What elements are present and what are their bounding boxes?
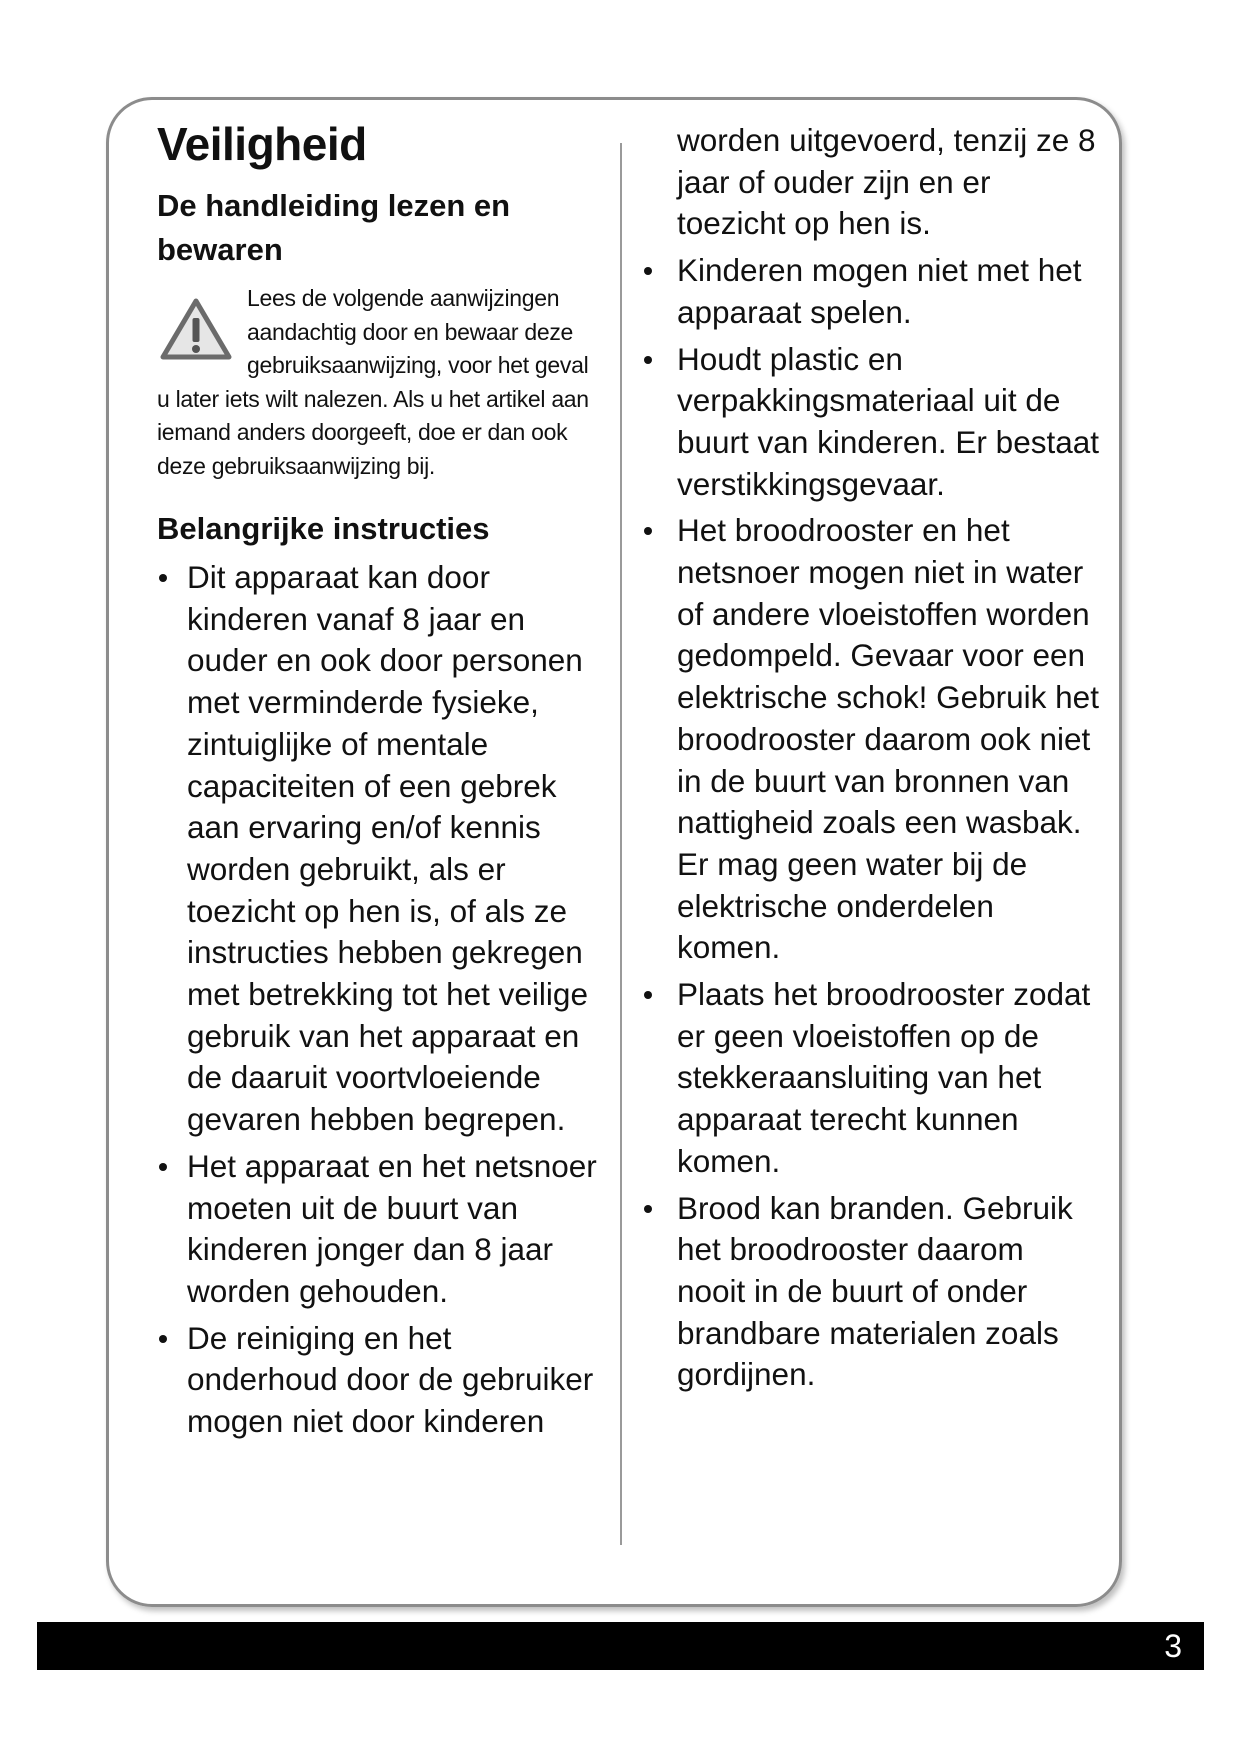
bullet-icon (644, 267, 652, 275)
important-instructions-heading: Belangrijke instructies (157, 511, 490, 546)
left-column (157, 118, 602, 1448)
bullet-icon (644, 1205, 652, 1213)
list-item: Het apparaat en het netsnoer moeten uit de buurt van kinderen jonger dan 8 jaar worden gehouden. (157, 1146, 602, 1313)
bullet-icon (159, 574, 167, 582)
page-footer-bar (37, 1622, 1204, 1670)
bullet-icon (644, 991, 652, 999)
page-number: 3 (1164, 1628, 1182, 1664)
list-item: Brood kan branden. Gebruik het broodrooster daarom nooit in de buurt of onder brandbare materialen zoals gordijnen. (640, 1188, 1100, 1397)
warning-triangle-icon (159, 296, 233, 362)
bullet-icon (159, 1163, 167, 1171)
list-item: Dit apparaat kan door kinderen vanaf 8 jaar en ouder en ook door personen met verminderde fysieke, zintuiglijke of mentale capaciteiten of een gebrek aan ervaring en/of kennis worden gebruikt, als er toezicht op hen is, of als ze instructies hebben gekregen met betrekking tot het veilige gebruik van het apparaat en de daaruit voortvloeiende gevaren hebben begrepen. (157, 557, 602, 1141)
list-item-continuation: worden uitgevoerd, tenzij ze 8 jaar of ouder zijn en er toezicht op hen is. (677, 122, 1096, 242)
bullet-icon (644, 356, 652, 364)
page-title: Veiligheid (157, 118, 367, 170)
list-item: Het broodrooster en het netsnoer mogen niet in water of andere vloeistoffen worden gedompeld. Gevaar voor een elektrische schok! Gebruik het broodrooster daarom ook niet in de buurt van bronnen van nattigheid zoals een wasbak. Er mag geen water bij de elektrische onderdelen komen. (640, 510, 1100, 969)
list-item: De reiniging en het onderhoud door de gebruiker mogen niet door kinderen (157, 1318, 602, 1443)
read-manual-intro (157, 282, 602, 483)
bullet-icon (159, 1335, 167, 1343)
bullet-icon (644, 527, 652, 535)
list-item: Plaats het broodrooster zodat er geen vloeistoffen op de stekkeraansluiting van het apparaat terecht kunnen komen. (640, 974, 1100, 1183)
column-divider (620, 143, 622, 1545)
left-instruction-list (157, 557, 602, 1443)
read-manual-heading: De handleiding lezen en bewaren (157, 188, 511, 267)
read-manual-text: Lees de volgende aanwijzingen aandachtig door en bewaar deze gebruiksaanwijzing, voor het geval u later iets wilt nalezen. Als u het artikel aan iemand anders doorgeeft, doe er dan ook deze gebruiksaanwijzing bij. (157, 285, 589, 479)
list-item: Kinderen mogen niet met het apparaat spelen. (640, 250, 1100, 333)
right-column (640, 120, 1100, 1401)
right-instruction-list (640, 250, 1100, 1396)
list-item: Houdt plastic en verpakkingsmateriaal uit de buurt van kinderen. Er bestaat verstikkingsgevaar. (640, 339, 1100, 506)
